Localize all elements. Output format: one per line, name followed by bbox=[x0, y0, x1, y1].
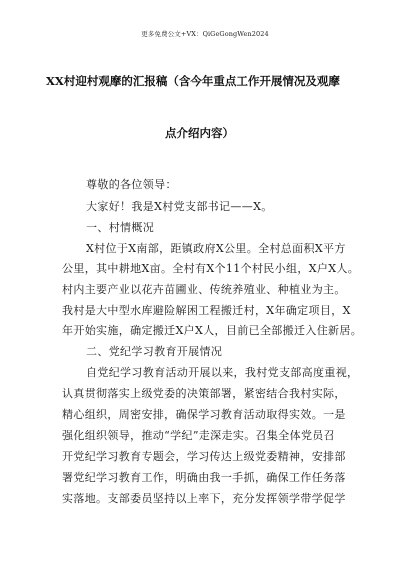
document-title-line-1: XX村迎村观摩的汇报稿（含今年重点工作开展情况及观摩 bbox=[46, 74, 340, 88]
body-paragraph-line: 我村是大中型水库避险解困工程搬迁村，X年确定项目，X bbox=[62, 304, 351, 317]
body-paragraph-line: 自党纪学习教育活动开展以来，我村党支部高度重视， bbox=[86, 366, 359, 379]
body-paragraph-line: 开党纪学习教育专题会，学习传达上级党委精神，安排部 bbox=[62, 450, 346, 463]
header-note: 更多免费公文+VX：QiGeGongWen2024 bbox=[141, 30, 269, 38]
body-paragraph-line: 精心组织，周密安排，确保学习教育活动取得实效。一是 bbox=[62, 408, 346, 421]
salutation: 尊敬的各位领导： bbox=[86, 178, 177, 191]
document-title-line-2: 点介绍内容） bbox=[165, 126, 234, 140]
body-paragraph-line: 大家好！我是X村党支部书记——X。 bbox=[86, 200, 273, 213]
body-paragraph-line: 公里，其中耕地X亩。全村有X个11个村民小组，X户X人。 bbox=[62, 262, 360, 275]
body-paragraph-line: 年开始实施，确定搬迁X户X人，目前已全部搬迁入住新居。 bbox=[62, 324, 363, 337]
body-paragraph-line: 署党纪学习教育工作，明确由我一手抓，确保工作任务落 bbox=[62, 471, 346, 484]
body-paragraph-line: 认真贯彻落实上级党委的决策部署，紧密结合我村实际， bbox=[62, 387, 346, 400]
body-paragraph-line: 实落地。支部委员坚持以上率下，充分发挥领学带学促学 bbox=[62, 492, 346, 505]
body-paragraph-line: 强化组织领导，推动“学纪”走深走实。召集全体党员召 bbox=[62, 429, 335, 442]
body-paragraph-line: X村位于X南部，距镇政府X公里。全村总面积X平方 bbox=[86, 242, 346, 255]
section-heading: 一、村情概况 bbox=[86, 221, 155, 234]
body-paragraph-line: 村内主要产业以花卉苗圃业、传统养殖业、种植业为主。 bbox=[62, 283, 346, 296]
section-heading: 二、党纪学习教育开展情况 bbox=[86, 345, 223, 358]
